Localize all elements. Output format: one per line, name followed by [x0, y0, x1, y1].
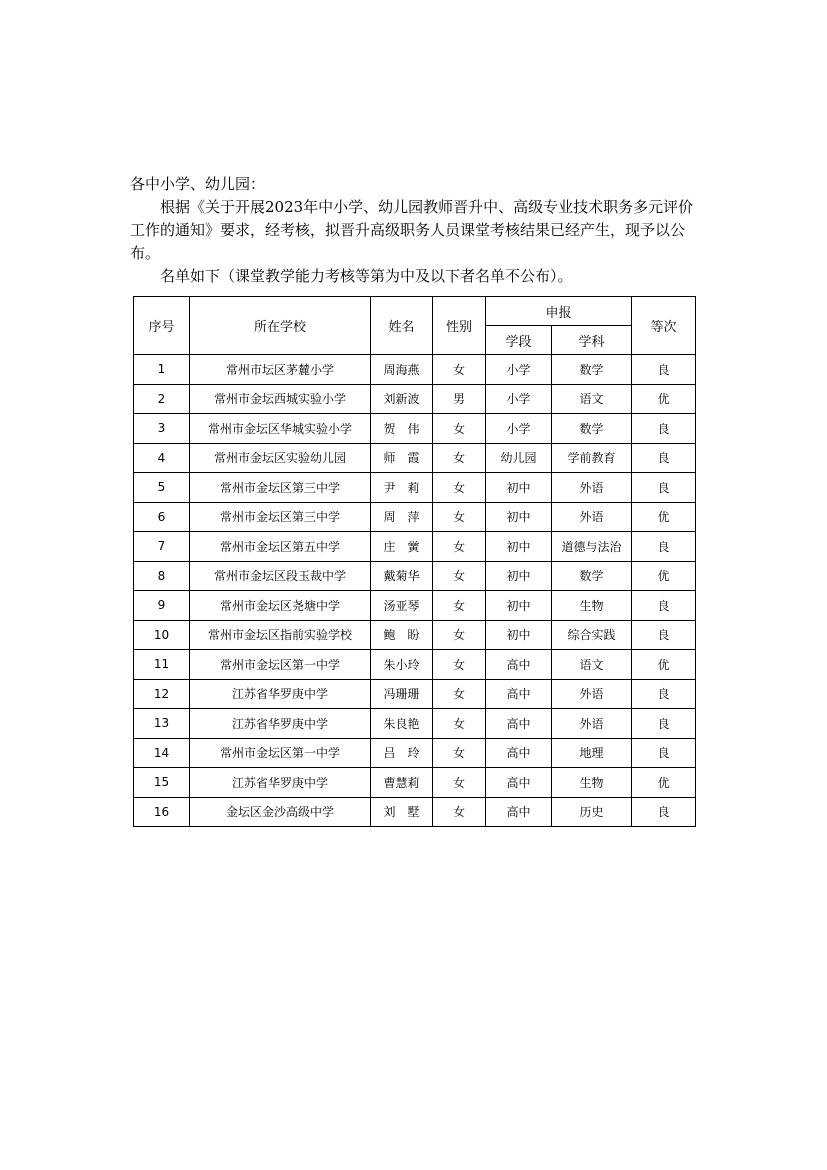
- cell-gender: 女: [433, 502, 486, 532]
- cell-name: 尹 莉: [371, 473, 433, 503]
- cell-name: 周 萍: [371, 502, 433, 532]
- table-row: [134, 532, 696, 562]
- header-apply: 申报: [486, 297, 632, 326]
- cell-grade: 良: [632, 532, 696, 562]
- cell-gender: 女: [433, 443, 486, 473]
- header-stage: 学段: [486, 326, 552, 355]
- cell-school: 常州市金坛区华城实验小学: [190, 414, 371, 444]
- cell-gender: 女: [433, 355, 486, 385]
- cell-name: 周海燕: [371, 355, 433, 385]
- cell-index: 11: [134, 650, 190, 680]
- cell-grade: 良: [632, 738, 696, 768]
- cell-gender: 女: [433, 797, 486, 827]
- cell-subject: 外语: [552, 502, 632, 532]
- notice-text: [130, 173, 700, 288]
- cell-grade: 良: [632, 709, 696, 739]
- cell-subject: 学前教育: [552, 443, 632, 473]
- cell-stage: 初中: [486, 620, 552, 650]
- cell-school: 常州市金坛区尧塘中学: [190, 591, 371, 621]
- cell-school: 常州市金坛西城实验小学: [190, 384, 371, 414]
- cell-school: 金坛区金沙高级中学: [190, 797, 371, 827]
- cell-subject: 语文: [552, 384, 632, 414]
- cell-subject: 道德与法治: [552, 532, 632, 562]
- table-row: [134, 650, 696, 680]
- cell-subject: 数学: [552, 355, 632, 385]
- cell-school: 常州市金坛区第一中学: [190, 738, 371, 768]
- cell-grade: 良: [632, 414, 696, 444]
- cell-stage: 高中: [486, 679, 552, 709]
- cell-school: 江苏省华罗庚中学: [190, 709, 371, 739]
- cell-index: 15: [134, 768, 190, 798]
- cell-grade: 良: [632, 443, 696, 473]
- cell-gender: 男: [433, 384, 486, 414]
- cell-grade: 良: [632, 473, 696, 503]
- cell-school: 常州市金坛区实验幼儿园: [190, 443, 371, 473]
- cell-name: 朱良艳: [371, 709, 433, 739]
- cell-name: 鲍 盼: [371, 620, 433, 650]
- table-row: [134, 768, 696, 798]
- paragraph-list-intro: 名单如下（课堂教学能力考核等第为中及以下者名单不公布）。: [160, 267, 573, 285]
- table-row: [134, 384, 696, 414]
- cell-stage: 小学: [486, 384, 552, 414]
- header-grade: 等次: [632, 297, 696, 355]
- table-row: [134, 473, 696, 503]
- cell-grade: 良: [632, 679, 696, 709]
- header-gender: 性别: [433, 297, 486, 355]
- cell-name: 刘新波: [371, 384, 433, 414]
- table-row: [134, 443, 696, 473]
- table-row: [134, 620, 696, 650]
- header-name: 姓名: [371, 297, 433, 355]
- cell-stage: 幼儿园: [486, 443, 552, 473]
- cell-gender: 女: [433, 709, 486, 739]
- cell-stage: 初中: [486, 532, 552, 562]
- cell-stage: 高中: [486, 797, 552, 827]
- cell-index: 2: [134, 384, 190, 414]
- cell-name: 曹慧莉: [371, 768, 433, 798]
- cell-name: 庄 黉: [371, 532, 433, 562]
- cell-stage: 高中: [486, 650, 552, 680]
- cell-stage: 初中: [486, 591, 552, 621]
- cell-index: 9: [134, 591, 190, 621]
- cell-school: 江苏省华罗庚中学: [190, 679, 371, 709]
- cell-subject: 数学: [552, 561, 632, 591]
- cell-name: 吕 玲: [371, 738, 433, 768]
- cell-stage: 初中: [486, 561, 552, 591]
- table-row: [134, 797, 696, 827]
- cell-stage: 小学: [486, 414, 552, 444]
- cell-gender: 女: [433, 414, 486, 444]
- cell-stage: 高中: [486, 768, 552, 798]
- cell-name: 师 霞: [371, 443, 433, 473]
- cell-grade: 优: [632, 384, 696, 414]
- cell-grade: 优: [632, 768, 696, 798]
- cell-subject: 地理: [552, 738, 632, 768]
- cell-gender: 女: [433, 738, 486, 768]
- cell-school: 常州市金坛区第三中学: [190, 473, 371, 503]
- cell-subject: 数学: [552, 414, 632, 444]
- cell-index: 10: [134, 620, 190, 650]
- cell-subject: 综合实践: [552, 620, 632, 650]
- cell-grade: 良: [632, 620, 696, 650]
- salutation: 各中小学、幼儿园：: [130, 175, 266, 193]
- cell-gender: 女: [433, 473, 486, 503]
- cell-grade: 良: [632, 797, 696, 827]
- cell-subject: 语文: [552, 650, 632, 680]
- cell-gender: 女: [433, 620, 486, 650]
- cell-gender: 女: [433, 561, 486, 591]
- cell-index: 4: [134, 443, 190, 473]
- cell-gender: 女: [433, 768, 486, 798]
- cell-grade: 优: [632, 650, 696, 680]
- cell-school: 常州市金坛区第三中学: [190, 502, 371, 532]
- cell-subject: 生物: [552, 768, 632, 798]
- cell-stage: 高中: [486, 709, 552, 739]
- cell-name: 贺 伟: [371, 414, 433, 444]
- cell-index: 6: [134, 502, 190, 532]
- cell-grade: 优: [632, 502, 696, 532]
- cell-index: 7: [134, 532, 190, 562]
- cell-school: 常州市金坛区段玉裁中学: [190, 561, 371, 591]
- table-row: [134, 561, 696, 591]
- cell-index: 8: [134, 561, 190, 591]
- cell-subject: 生物: [552, 591, 632, 621]
- cell-school: 常州市金坛区第一中学: [190, 650, 371, 680]
- cell-subject: 外语: [552, 709, 632, 739]
- table-row: [134, 591, 696, 621]
- cell-subject: 历史: [552, 797, 632, 827]
- table-body: [134, 355, 696, 827]
- cell-index: 1: [134, 355, 190, 385]
- header-school: 所在学校: [190, 297, 371, 355]
- cell-name: 戴菊华: [371, 561, 433, 591]
- header-subject: 学科: [552, 326, 632, 355]
- cell-grade: 良: [632, 355, 696, 385]
- cell-name: 冯珊珊: [371, 679, 433, 709]
- cell-name: 汤亚琴: [371, 591, 433, 621]
- cell-index: 5: [134, 473, 190, 503]
- table-row: [134, 709, 696, 739]
- table-row: [134, 502, 696, 532]
- cell-stage: 初中: [486, 502, 552, 532]
- cell-index: 13: [134, 709, 190, 739]
- cell-grade: 优: [632, 561, 696, 591]
- results-table: [133, 296, 696, 827]
- cell-gender: 女: [433, 591, 486, 621]
- cell-school: 常州市坛区茅麓小学: [190, 355, 371, 385]
- cell-subject: 外语: [552, 679, 632, 709]
- cell-grade: 良: [632, 591, 696, 621]
- cell-name: 朱小玲: [371, 650, 433, 680]
- cell-stage: 小学: [486, 355, 552, 385]
- table-row: [134, 414, 696, 444]
- cell-index: 3: [134, 414, 190, 444]
- paragraph-announcement: 根据《关于开展2023年中小学、幼儿园教师晋升中、高级专业技术职务多元评价工作的通知》要求，经考核，拟晋升高级职务人员课堂考核结果已经产生，现予以公布。: [130, 198, 694, 262]
- cell-index: 14: [134, 738, 190, 768]
- cell-stage: 初中: [486, 473, 552, 503]
- table-row: [134, 738, 696, 768]
- cell-gender: 女: [433, 679, 486, 709]
- cell-school: 常州市金坛区指前实验学校: [190, 620, 371, 650]
- cell-subject: 外语: [552, 473, 632, 503]
- table-row: [134, 355, 696, 385]
- header-index: 序号: [134, 297, 190, 355]
- cell-gender: 女: [433, 650, 486, 680]
- cell-stage: 高中: [486, 738, 552, 768]
- cell-gender: 女: [433, 532, 486, 562]
- cell-index: 12: [134, 679, 190, 709]
- cell-school: 常州市金坛区第五中学: [190, 532, 371, 562]
- cell-index: 16: [134, 797, 190, 827]
- cell-school: 江苏省华罗庚中学: [190, 768, 371, 798]
- table-row: [134, 679, 696, 709]
- cell-name: 刘 墅: [371, 797, 433, 827]
